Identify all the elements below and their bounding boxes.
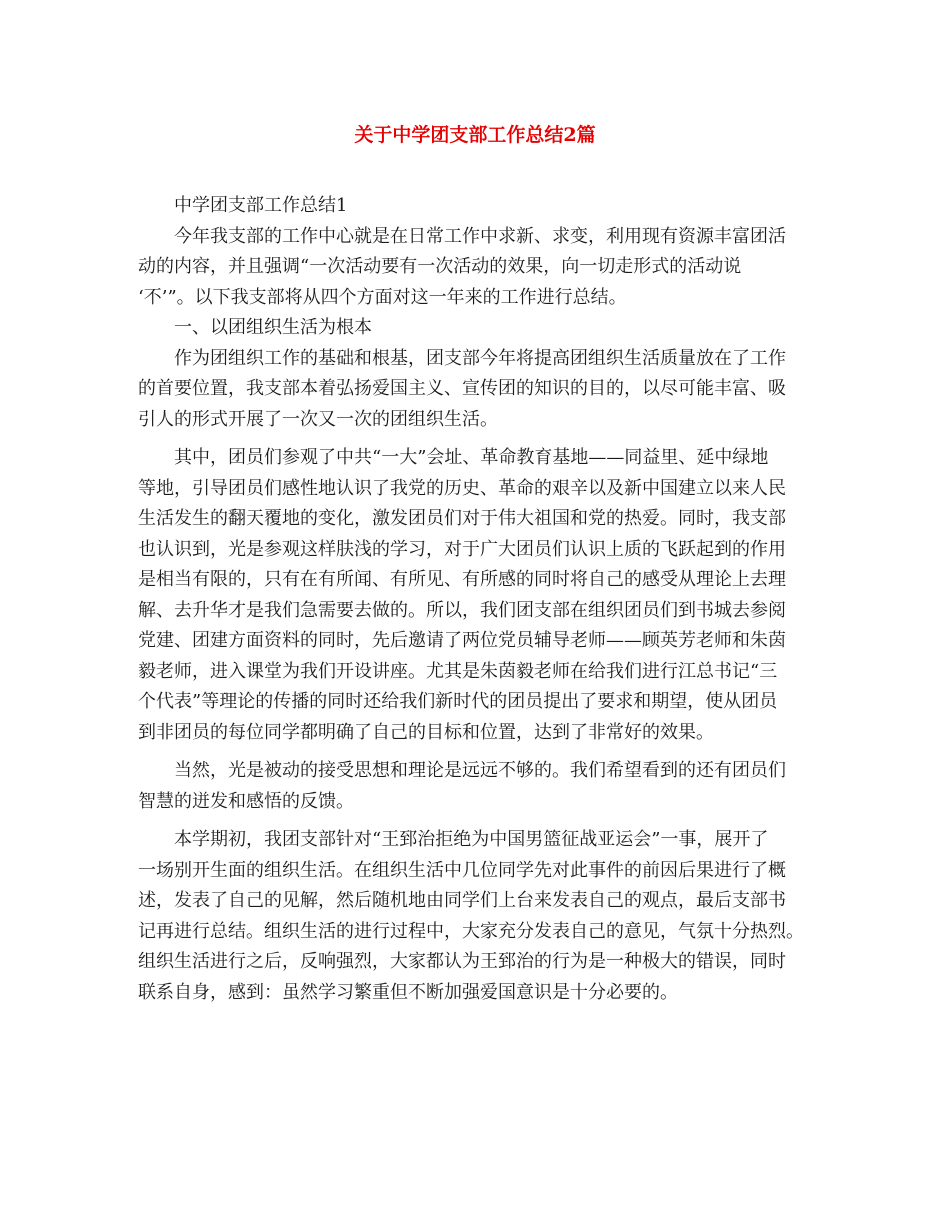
- paragraph-line: 述，发表了自己的见解，然后随机地由同学们上台来发表自己的观点，最后支部书: [138, 890, 786, 911]
- paragraph-line: 组织生活进行之后，反响强烈，大家都认为王郅治的行为是一种极大的错误，同时: [138, 951, 786, 972]
- section-heading: 一、以团组织生活为根本: [174, 317, 372, 338]
- document-body: [138, 191, 822, 1008]
- paragraph-line: 解、去升华才是我们急需要去做的。所以，我们团支部在组织团员们到书城去参阅: [138, 599, 786, 621]
- paragraph-line: 今年我支部的工作中心就是在日常工作中求新、求变，利用现有资源丰富团活: [174, 225, 786, 247]
- paragraph-line: 到非团员的每位同学都明确了自己的目标和位置，达到了非常好的效果。: [138, 721, 714, 743]
- paragraph-line: 党建、团建方面资料的同时，先后邀请了两位党员辅导老师——顾英芳老师和朱茵: [138, 630, 786, 651]
- paragraph-line: 智慧的迸发和感悟的反馈。: [138, 790, 354, 812]
- paragraph-line: 联系自身，感到：虽然学习繁重但不断加强爱国意识是十分必要的。: [138, 981, 678, 1003]
- paragraph-line: 本学期初，我团支部针对“王郅治拒绝为中国男篮征战亚运会”一事，展开了: [174, 829, 769, 850]
- paragraph-line: 引人的形式开展了一次又一次的团组织生活。: [138, 408, 498, 430]
- paragraph-line: 一场别开生面的组织生活。在组织生活中几位同学先对此事件的前因后果进行了概: [138, 859, 786, 881]
- paragraph-line: 是相当有限的，只有在有所闻、有所见、有所感的同时将自己的感受从理论上去理: [138, 569, 786, 590]
- paragraph-line: 个代表”等理论的传播的同时还给我们新时代的团员提出了要求和期望，使从团员: [138, 691, 778, 712]
- section-heading: 中学团支部工作总结1: [174, 195, 348, 216]
- paragraph-line: 也认识到，光是参观这样肤浅的学习，对于广大团员们认识上质的飞跃起到的作用: [138, 538, 786, 560]
- paragraph-line: 生活发生的翻天覆地的变化，激发团员们对于伟大祖国和党的热爱。同时，我支部: [138, 508, 786, 529]
- paragraph-line: 等地，引导团员们感性地认识了我党的历史、革命的艰辛以及新中国建立以来人民: [138, 477, 786, 499]
- paragraph-line: 记再进行总结。组织生活的进行过程中，大家充分发表自己的意见，气氛十分热烈。: [138, 920, 804, 942]
- paragraph-line: 其中，团员们参观了中共“一大”会址、革命教育基地——同益里、延中绿地: [174, 447, 769, 468]
- paragraph-line: 的首要位置，我支部本着弘扬爱国主义、宣传团的知识的目的，以尽可能丰富、吸: [138, 378, 786, 399]
- paragraph-line: ‘不’”。以下我支部将从四个方面对这一年来的工作进行总结。: [138, 286, 627, 308]
- paragraph-line: 毅老师，进入课堂为我们开设讲座。尤其是朱茵毅老师在给我们进行江总书记“三: [138, 660, 778, 682]
- document-title: 关于中学团支部工作总结2篇: [354, 124, 596, 146]
- paragraph-line: 动的内容，并且强调“一次活动要有一次活动的效果，向一切走形式的活动说: [138, 256, 742, 277]
- paragraph-line: 作为团组织工作的基础和根基，团支部今年将提高团组织生活质量放在了工作: [174, 347, 786, 369]
- paragraph-line: 当然，光是被动的接受思想和理论是远远不够的。我们希望看到的还有团员们: [174, 760, 786, 781]
